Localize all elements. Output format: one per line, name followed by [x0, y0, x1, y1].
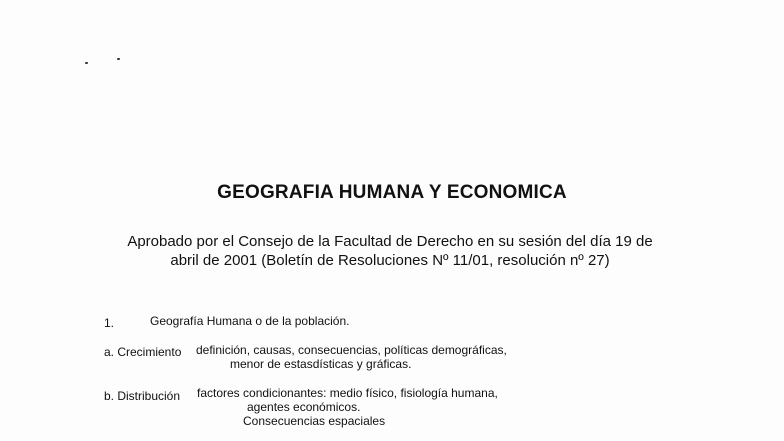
approval-line-2: abril de 2001 (Boletín de Resoluciones Nº 11/01, resolución nº 27): [170, 252, 610, 269]
item-text-distribucion-line-1: factores condicionantes: medio físico, fisiología humana,: [197, 386, 498, 400]
item-label-distribucion: b. Distribución: [104, 389, 181, 403]
item-label-crecimiento: a. Crecimiento: [104, 345, 182, 359]
item-text-distribucion-line-3: Consecuencias espaciales: [243, 414, 386, 428]
scan-speck: [85, 62, 88, 64]
item-text-distribucion-line-2: agentes económicos.: [247, 400, 361, 414]
scan-speck: [117, 58, 120, 60]
approval-line-1: Aprobado por el Consejo de la Facultad de Derecho en su sesión del día 19 de: [127, 233, 653, 250]
document-title: GEOGRAFIA HUMANA Y ECONOMICA: [217, 182, 567, 203]
section-title: Geografía Humana o de la población.: [150, 314, 350, 328]
section-number: 1.: [104, 316, 115, 330]
item-text-crecimiento-line-2: menor de estasdísticas y gráficas.: [230, 357, 412, 371]
item-text-crecimiento-line-1: definición, causas, consecuencias, políticas demográficas,: [196, 343, 507, 357]
approval-note: [100, 232, 680, 270]
